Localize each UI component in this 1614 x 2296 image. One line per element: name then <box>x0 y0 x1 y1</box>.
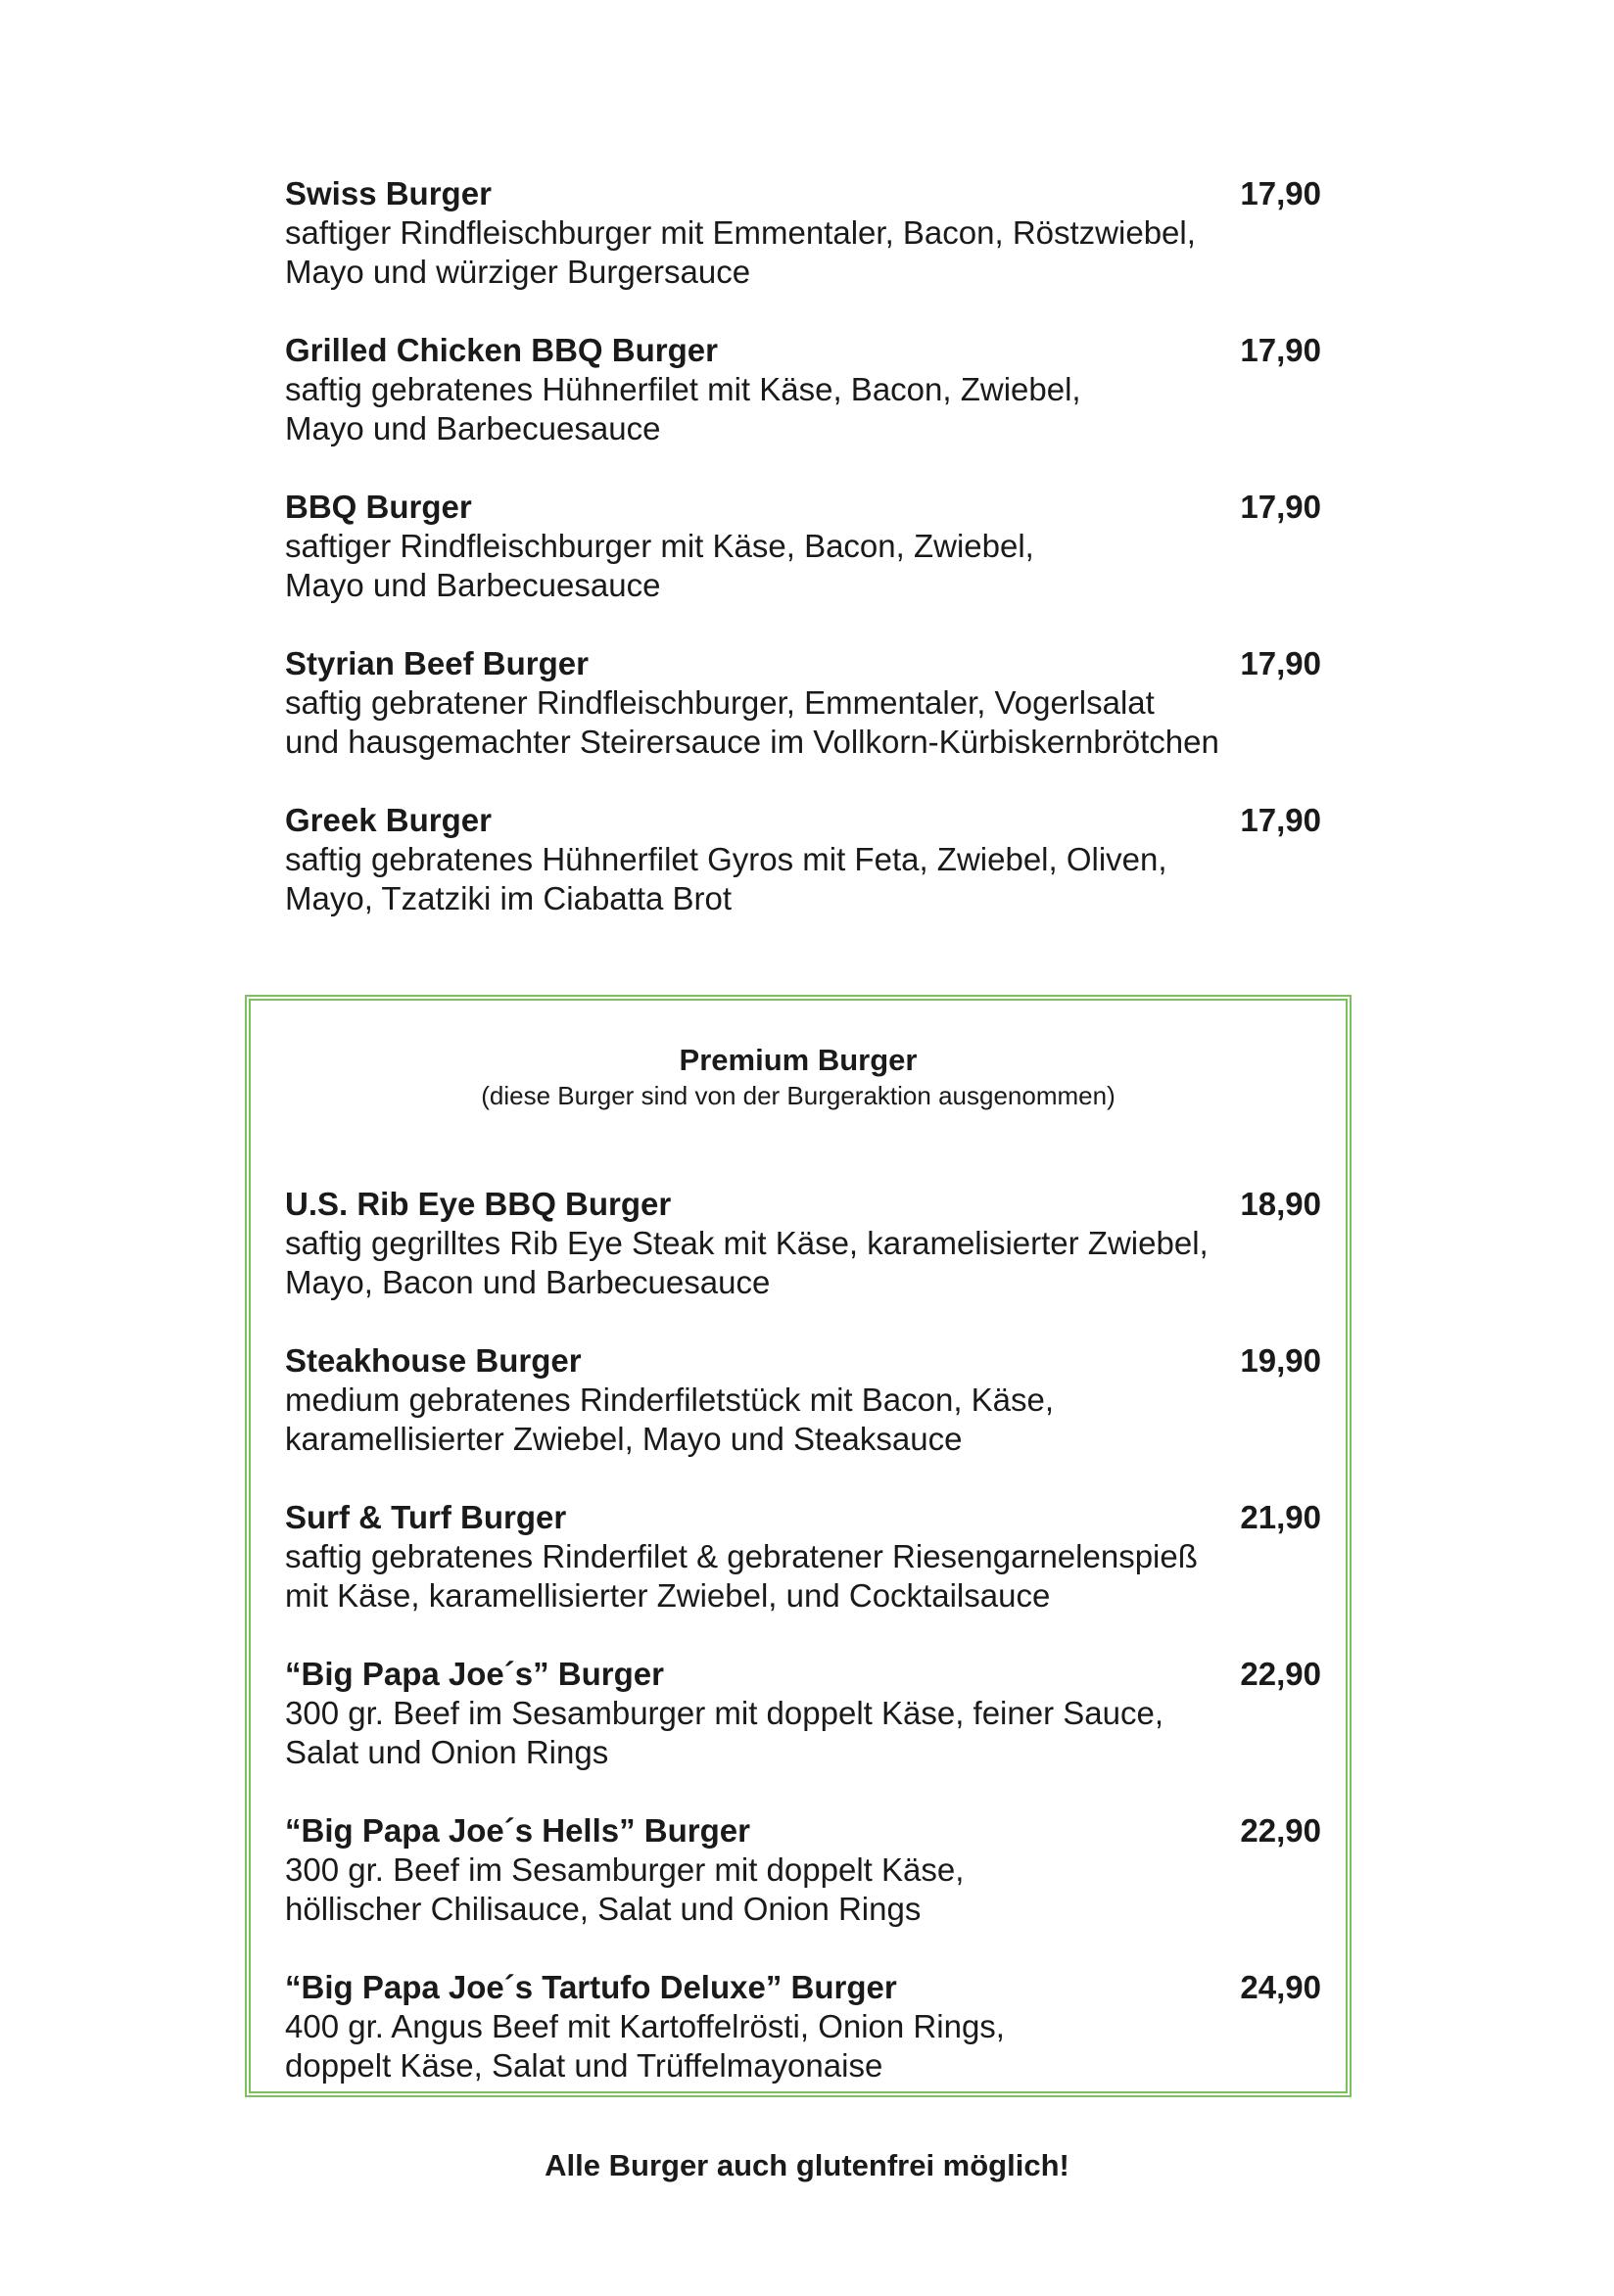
description-line: Mayo und würziger Burgersauce <box>285 254 751 290</box>
description-line: saftig gebratener Rindfleischburger, Emmentaler, Vogerlsalat <box>285 684 1155 721</box>
menu-item-description <box>285 527 1321 605</box>
menu-item-header <box>285 1185 1321 1224</box>
premium-burger-box <box>245 995 1352 2097</box>
menu-item-price: 18,90 <box>1240 1186 1321 1222</box>
glutenfree-note: Alle Burger auch glutenfrei möglich! <box>545 2148 1069 2182</box>
description-line: karamellisierter Zwiebel, Mayo und Steaksauce <box>285 1421 963 1457</box>
menu-item-description <box>285 1851 1321 1929</box>
menu-item <box>285 1498 1321 1616</box>
menu-item-price: 19,90 <box>1240 1342 1321 1379</box>
menu-item-price: 17,90 <box>1240 332 1321 368</box>
menu-item-header <box>285 1498 1321 1537</box>
menu-item-name: “Big Papa Joe´s” Burger <box>285 1656 664 1692</box>
description-line: doppelt Käse, Salat und Trüffelmayonaise <box>285 2047 883 2084</box>
menu-item-price: 24,90 <box>1240 1969 1321 2005</box>
menu-item <box>285 488 1321 605</box>
menu-item-price: 22,90 <box>1240 1812 1321 1849</box>
description-line: 300 gr. Beef im Sesamburger mit doppelt Käse, <box>285 1851 965 1888</box>
menu-item <box>285 1655 1321 1772</box>
menu-item <box>285 174 1321 292</box>
menu-item-header <box>285 488 1321 527</box>
menu-item-description <box>285 213 1321 292</box>
menu-item-header <box>285 644 1321 683</box>
description-line: Salat und Onion Rings <box>285 1734 609 1770</box>
premium-section-title: Premium Burger <box>679 1043 918 1077</box>
premium-section-header <box>251 1042 1346 1112</box>
menu-item-name: Steakhouse Burger <box>285 1342 582 1379</box>
description-line: höllischer Chilisauce, Salat und Onion Rings <box>285 1891 922 1927</box>
description-line: Mayo, Tzatziki im Ciabatta Brot <box>285 880 733 916</box>
menu-item-price: 21,90 <box>1240 1499 1321 1535</box>
menu-item-price: 17,90 <box>1240 802 1321 838</box>
menu-item-description <box>285 1224 1321 1302</box>
menu-item-name: Surf & Turf Burger <box>285 1499 567 1535</box>
menu-item-price: 22,90 <box>1240 1656 1321 1692</box>
menu-item-description <box>285 840 1321 918</box>
description-line: mit Käse, karamellisierter Zwiebel, und Cocktailsauce <box>285 1577 1051 1614</box>
description-line: 400 gr. Angus Beef mit Kartoffelrösti, Onion Rings, <box>285 2008 1005 2044</box>
menu-item-name: “Big Papa Joe´s Tartufo Deluxe” Burger <box>285 1969 897 2005</box>
menu-item-name: Styrian Beef Burger <box>285 645 589 681</box>
description-line: medium gebratenes Rinderfiletstück mit Bacon, Käse, <box>285 1382 1055 1418</box>
menu-item <box>285 331 1321 448</box>
menu-item-name: Grilled Chicken BBQ Burger <box>285 332 718 368</box>
menu-item-header <box>285 1341 1321 1381</box>
menu-item-header <box>285 1968 1321 2007</box>
menu-item-header <box>285 801 1321 840</box>
premium-burger-list <box>285 1185 1321 2125</box>
menu-item-header <box>285 331 1321 370</box>
description-line: und hausgemachter Steirersauce im Vollkorn-Kürbiskernbrötchen <box>285 724 1219 760</box>
description-line: saftig gebratenes Hühnerfilet mit Käse, Bacon, Zwiebel, <box>285 371 1081 407</box>
description-line: Mayo, Bacon und Barbecuesauce <box>285 1264 771 1300</box>
description-line: saftig gegrilltes Rib Eye Steak mit Käse, karamelisierter Zwiebel, <box>285 1225 1209 1261</box>
menu-item-header <box>285 174 1321 213</box>
menu-item <box>285 1185 1321 1302</box>
menu-item-description <box>285 1694 1321 1772</box>
menu-item-name: Greek Burger <box>285 802 492 838</box>
description-line: Mayo und Barbecuesauce <box>285 567 661 603</box>
menu-item-name: U.S. Rib Eye BBQ Burger <box>285 1186 672 1222</box>
menu-item-header <box>285 1811 1321 1851</box>
menu-item-name: BBQ Burger <box>285 489 472 525</box>
menu-item-description <box>285 1537 1321 1616</box>
premium-section-subtitle: (diese Burger sind von der Burgeraktion ausgenommen) <box>481 1081 1116 1110</box>
description-line: 300 gr. Beef im Sesamburger mit doppelt Käse, feiner Sauce, <box>285 1695 1163 1731</box>
menu-item-name: “Big Papa Joe´s Hells” Burger <box>285 1812 750 1849</box>
menu-item-description <box>285 1381 1321 1459</box>
menu-item-price: 17,90 <box>1240 645 1321 681</box>
menu-item-price: 17,90 <box>1240 175 1321 211</box>
menu-item <box>285 644 1321 762</box>
menu-item-price: 17,90 <box>1240 489 1321 525</box>
menu-item <box>285 1341 1321 1459</box>
description-line: Mayo und Barbecuesauce <box>285 410 661 446</box>
menu-item-name: Swiss Burger <box>285 175 492 211</box>
menu-item-description <box>285 370 1321 448</box>
menu-item <box>285 801 1321 918</box>
menu-item-description <box>285 683 1321 762</box>
description-line: saftig gebratenes Rinderfilet & gebratener Riesengarnelenspieß <box>285 1538 1198 1574</box>
menu-item <box>285 1811 1321 1929</box>
menu-item-header <box>285 1655 1321 1694</box>
menu-item <box>285 1968 1321 2085</box>
menu-item-description <box>285 2007 1321 2085</box>
description-line: saftiger Rindfleischburger mit Käse, Bacon, Zwiebel, <box>285 528 1034 564</box>
regular-burger-list <box>285 174 1321 958</box>
description-line: saftig gebratenes Hühnerfilet Gyros mit Feta, Zwiebel, Oliven, <box>285 841 1167 877</box>
description-line: saftiger Rindfleischburger mit Emmentaler, Bacon, Röstzwiebel, <box>285 214 1196 251</box>
